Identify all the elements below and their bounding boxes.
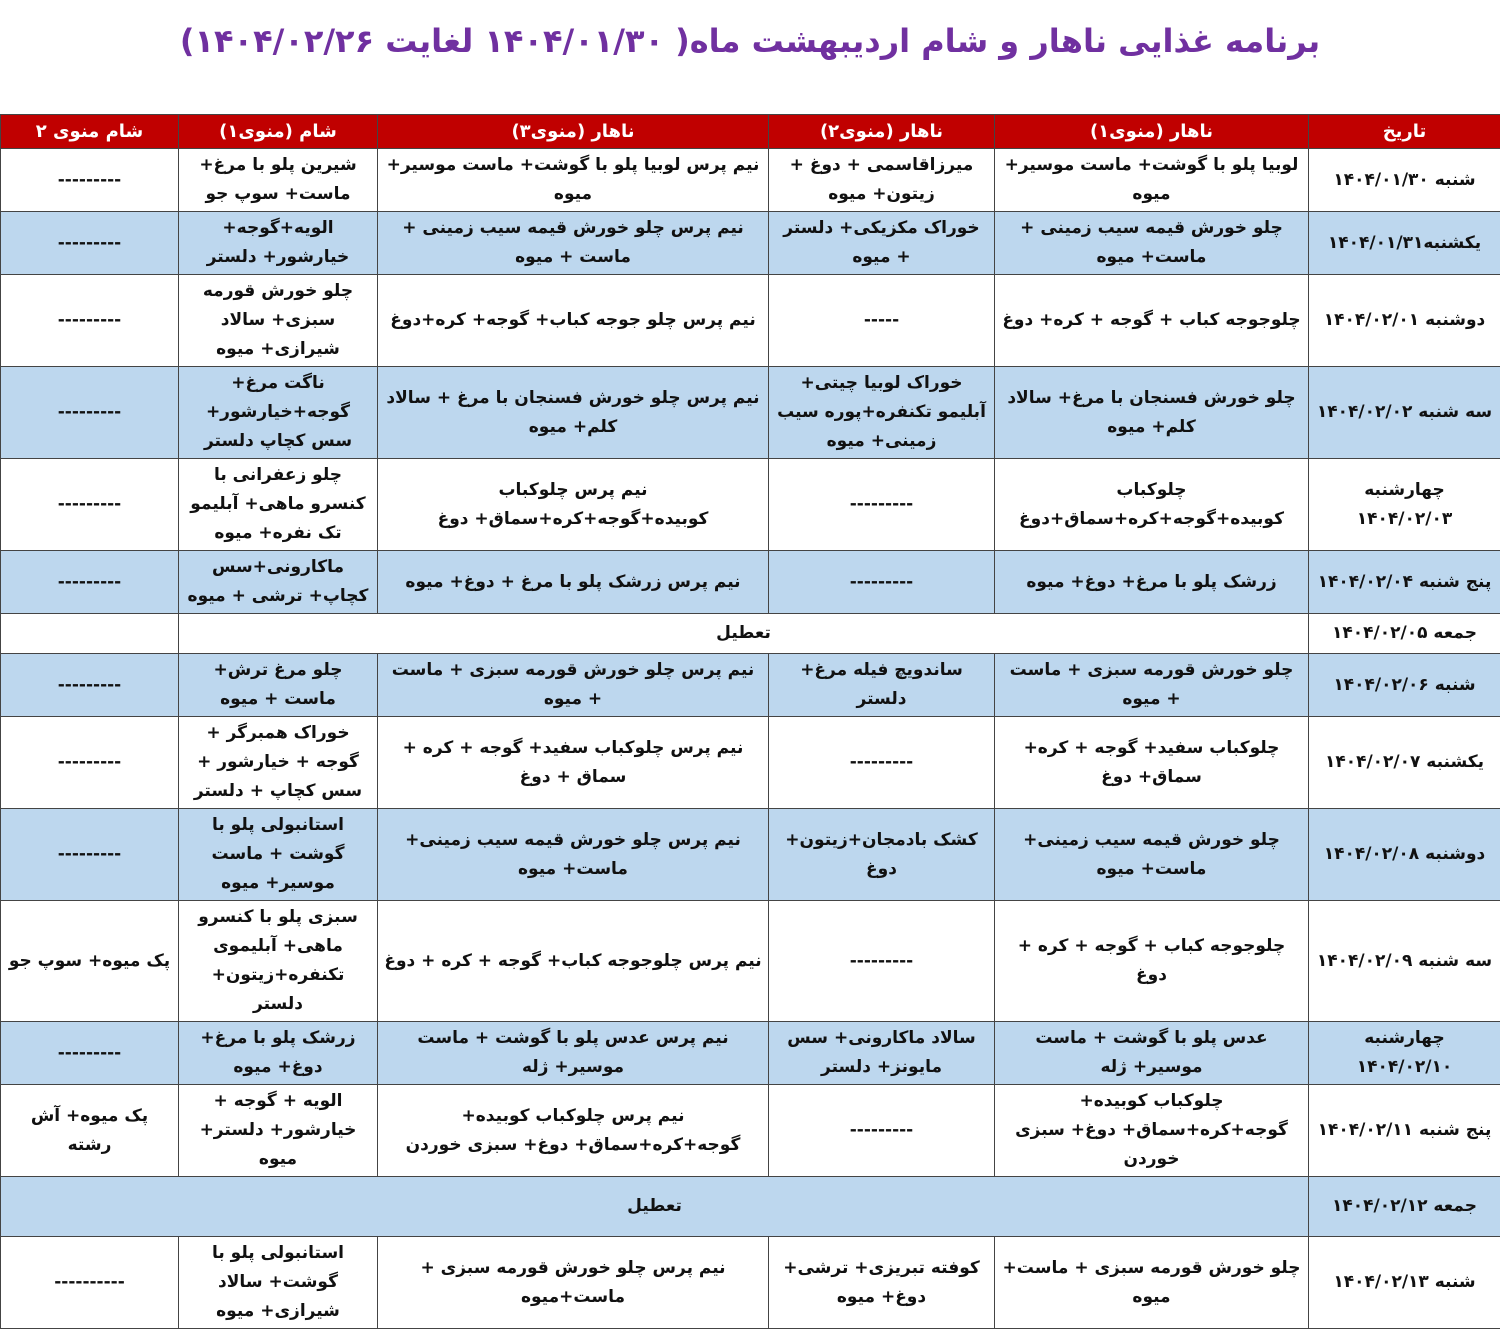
date-cell: پنج شنبه ۱۴۰۴/۰۲/۱۱: [1309, 1085, 1500, 1177]
dinner-menu-2-cell: ---------: [1, 367, 179, 459]
dinner-menu-1-cell: الویه+گوجه+ خیارشور+ دلستر: [179, 212, 378, 275]
date-cell: یکشنبه ۱۴۰۴/۰۲/۰۷: [1309, 717, 1500, 809]
date-cell: دوشنبه ۱۴۰۴/۰۲/۰۱: [1309, 275, 1500, 367]
lunch-menu-3-cell: نیم پرس عدس پلو با گوشت + ماست موسیر+ ژله: [378, 1022, 769, 1085]
lunch-menu-1-cell: عدس پلو با گوشت + ماست موسیر+ ژله: [995, 1022, 1309, 1085]
date-cell: دوشنبه ۱۴۰۴/۰۲/۰۸: [1309, 809, 1500, 901]
dinner-menu-2-cell: ---------: [1, 717, 179, 809]
table-row: [1, 654, 1500, 717]
holiday-label: تعطیل: [179, 614, 1309, 654]
lunch-menu-1-cell: چلو خورش قیمه سیب زمینی + ماست+ میوه: [995, 212, 1309, 275]
date-cell: پنج شنبه ۱۴۰۴/۰۲/۰۴: [1309, 551, 1500, 614]
lunch-menu-1-cell: چلو خورش فسنجان با مرغ+ سالاد کلم+ میوه: [995, 367, 1309, 459]
lunch-menu-3-cell: نیم پرس چلوجوجه کباب+ گوجه + کره + دوغ: [378, 901, 769, 1022]
header-lunch-menu-2: ناهار (منوی۲): [769, 115, 995, 149]
table-row: [1, 275, 1500, 367]
date-cell: یکشنبه۱۴۰۴/۰۱/۳۱: [1309, 212, 1500, 275]
dinner-menu-1-cell: ماکارونی+سس کچاپ+ ترشی + میوه: [179, 551, 378, 614]
table-row: [1, 809, 1500, 901]
dinner-menu-2-cell: ---------: [1, 1022, 179, 1085]
lunch-menu-1-cell: چلوجوجه کباب + گوجه + کره+ دوغ: [995, 275, 1309, 367]
lunch-menu-3-cell: نیم پرس چلو جوجه کباب+ گوجه+ کره+دوغ: [378, 275, 769, 367]
dinner-menu-1-cell: خوراک همبرگر + گوجه + خیارشور + سس کچاپ + دلستر: [179, 717, 378, 809]
dinner-menu-2-cell: ---------: [1, 459, 179, 551]
date-cell: شنبه ۱۴۰۴/۰۱/۳۰: [1309, 149, 1500, 212]
date-cell: سه شنبه ۱۴۰۴/۰۲/۰۹: [1309, 901, 1500, 1022]
dinner-menu-1-cell: ناگت مرغ+ گوجه+خیارشور+ سس کچاپ دلستر: [179, 367, 378, 459]
lunch-menu-3-cell: نیم پرس چلوکباب سفید+ گوجه + کره + سماق + دوغ: [378, 717, 769, 809]
dinner-menu-2-cell: ---------: [1, 149, 179, 212]
table-row: [1, 551, 1500, 614]
lunch-menu-2-cell: خوراک لوبیا چیتی+ آبلیمو تکنفره+پوره سیب زمینی+ میوه: [769, 367, 995, 459]
dinner-menu-1-cell: چلو خورش قورمه سبزی+ سالاد شیرازی+ میوه: [179, 275, 378, 367]
empty-cell: [1, 614, 179, 654]
header-date: تاریخ: [1309, 115, 1500, 149]
header-lunch-menu-3: ناهار (منوی۳): [378, 115, 769, 149]
dinner-menu-1-cell: استانبولی پلو با گوشت + ماست موسیر+ میوه: [179, 809, 378, 901]
holiday-label: تعطیل: [1, 1177, 1309, 1237]
lunch-menu-2-cell: خوراک مکزیکی+ دلستر + میوه: [769, 212, 995, 275]
dinner-menu-1-cell: الویه + گوجه + خیارشور+ دلستر+ میوه: [179, 1085, 378, 1177]
lunch-menu-3-cell: نیم پرس زرشک پلو با مرغ + دوغ+ میوه: [378, 551, 769, 614]
lunch-menu-2-cell: سالاد ماکارونی+ سس مایونز+ دلستر: [769, 1022, 995, 1085]
date-cell: شنبه ۱۴۰۴/۰۲/۰۶: [1309, 654, 1500, 717]
dinner-menu-2-cell: ---------: [1, 275, 179, 367]
lunch-menu-2-cell: ---------: [769, 551, 995, 614]
table-row: [1, 1085, 1500, 1177]
table-row: [1, 717, 1500, 809]
lunch-menu-3-cell: نیم پرس چلوکباب کوبیده+ گوجه+کره+سماق+ دوغ+ سبزی خوردن: [378, 1085, 769, 1177]
lunch-menu-2-cell: کوفته تبریزی+ ترشی+ دوغ+ میوه: [769, 1237, 995, 1329]
lunch-menu-1-cell: چلو خورش قورمه سبزی + ماست + میوه: [995, 654, 1309, 717]
table-row: [1, 212, 1500, 275]
dinner-menu-2-cell: پک میوه+ آش رشته: [1, 1085, 179, 1177]
header-dinner-menu-2: شام منوی ۲: [1, 115, 179, 149]
dinner-menu-1-cell: زرشک پلو با مرغ+ دوغ+ میوه: [179, 1022, 378, 1085]
lunch-menu-2-cell: ساندویچ فیله مرغ+ دلستر: [769, 654, 995, 717]
table-row: [1, 459, 1500, 551]
lunch-menu-1-cell: چلو خورش قیمه سیب زمینی+ ماست+ میوه: [995, 809, 1309, 901]
lunch-menu-2-cell: ---------: [769, 717, 995, 809]
dinner-menu-2-cell: پک میوه+ سوپ جو: [1, 901, 179, 1022]
date-cell: جمعه ۱۴۰۴/۰۲/۰۵: [1309, 614, 1500, 654]
lunch-menu-1-cell: چلو خورش قورمه سبزی + ماست+ میوه: [995, 1237, 1309, 1329]
dinner-menu-1-cell: شیرین پلو با مرغ+ ماست+ سوپ جو: [179, 149, 378, 212]
lunch-menu-3-cell: نیم پرس چلو خورش قورمه سبزی + ماست+میوه: [378, 1237, 769, 1329]
meal-schedule-table: [0, 114, 1500, 1329]
date-cell: چهارشنبه ۱۴۰۴/۰۲/۰۳: [1309, 459, 1500, 551]
lunch-menu-1-cell: چلوکباب سفید+ گوجه + کره+ سماق+ دوغ: [995, 717, 1309, 809]
date-cell: جمعه ۱۴۰۴/۰۲/۱۲: [1309, 1177, 1500, 1237]
dinner-menu-2-cell: ---------: [1, 654, 179, 717]
lunch-menu-2-cell: -----: [769, 275, 995, 367]
dinner-menu-2-cell: ---------: [1, 212, 179, 275]
lunch-menu-3-cell: نیم پرس لوبیا پلو با گوشت+ ماست موسیر+ میوه: [378, 149, 769, 212]
table-row: [1, 149, 1500, 212]
dinner-menu-1-cell: سبزی پلو با کنسرو ماهی+ آبلیموی تکنفره+زیتون+ دلستر: [179, 901, 378, 1022]
date-cell: سه شنبه ۱۴۰۴/۰۲/۰۲: [1309, 367, 1500, 459]
lunch-menu-1-cell: چلوجوجه کباب + گوجه + کره + دوغ: [995, 901, 1309, 1022]
header-dinner-menu-1: شام (منوی۱): [179, 115, 378, 149]
lunch-menu-2-cell: ---------: [769, 901, 995, 1022]
lunch-menu-3-cell: نیم پرس چلو خورش قورمه سبزی + ماست + میوه: [378, 654, 769, 717]
date-cell: چهارشنبه ۱۴۰۴/۰۲/۱۰: [1309, 1022, 1500, 1085]
table-row: [1, 1237, 1500, 1329]
lunch-menu-3-cell: نیم پرس چلوکباب کوبیده+گوجه+کره+سماق+ دوغ: [378, 459, 769, 551]
lunch-menu-1-cell: چلوکباب کوبیده+گوجه+کره+سماق+دوغ: [995, 459, 1309, 551]
dinner-menu-1-cell: چلو مرغ ترش+ ماست + میوه: [179, 654, 378, 717]
dinner-menu-1-cell: استانبولی پلو با گوشت+ سالاد شیرازی+ میوه: [179, 1237, 378, 1329]
table-row: [1, 901, 1500, 1022]
holiday-row: [1, 614, 1500, 654]
lunch-menu-1-cell: زرشک پلو با مرغ+ دوغ+ میوه: [995, 551, 1309, 614]
lunch-menu-2-cell: ---------: [769, 1085, 995, 1177]
page-title: برنامه غذایی ناهار و شام اردیبهشت ماه( ۱۴۰۴/۰۱/۳۰ لغایت ۱۴۰۴/۰۲/۲۶): [0, 22, 1500, 60]
date-cell: شنبه ۱۴۰۴/۰۲/۱۳: [1309, 1237, 1500, 1329]
lunch-menu-3-cell: نیم پرس چلو خورش قیمه سیب زمینی+ ماست+ میوه: [378, 809, 769, 901]
lunch-menu-2-cell: ---------: [769, 459, 995, 551]
lunch-menu-1-cell: لوبیا پلو با گوشت+ ماست موسیر+ میوه: [995, 149, 1309, 212]
lunch-menu-2-cell: کشک بادمجان+زیتون+ دوغ: [769, 809, 995, 901]
table-row: [1, 367, 1500, 459]
lunch-menu-3-cell: نیم پرس چلو خورش فسنجان با مرغ + سالاد کلم+ میوه: [378, 367, 769, 459]
header-row: [1, 115, 1500, 149]
lunch-menu-3-cell: نیم پرس چلو خورش قیمه سیب زمینی + ماست + میوه: [378, 212, 769, 275]
dinner-menu-2-cell: ---------: [1, 809, 179, 901]
dinner-menu-2-cell: ----------: [1, 1237, 179, 1329]
dinner-menu-1-cell: چلو زعفرانی با کنسرو ماهی+ آبلیمو تک نفره+ میوه: [179, 459, 378, 551]
lunch-menu-2-cell: میرزاقاسمی + دوغ + زیتون+ میوه: [769, 149, 995, 212]
table-row: [1, 1022, 1500, 1085]
header-lunch-menu-1: ناهار (منوی۱): [995, 115, 1309, 149]
holiday-row: [1, 1177, 1500, 1237]
dinner-menu-2-cell: ---------: [1, 551, 179, 614]
lunch-menu-1-cell: چلوکباب کوبیده+ گوجه+کره+سماق+ دوغ+ سبزی خوردن: [995, 1085, 1309, 1177]
